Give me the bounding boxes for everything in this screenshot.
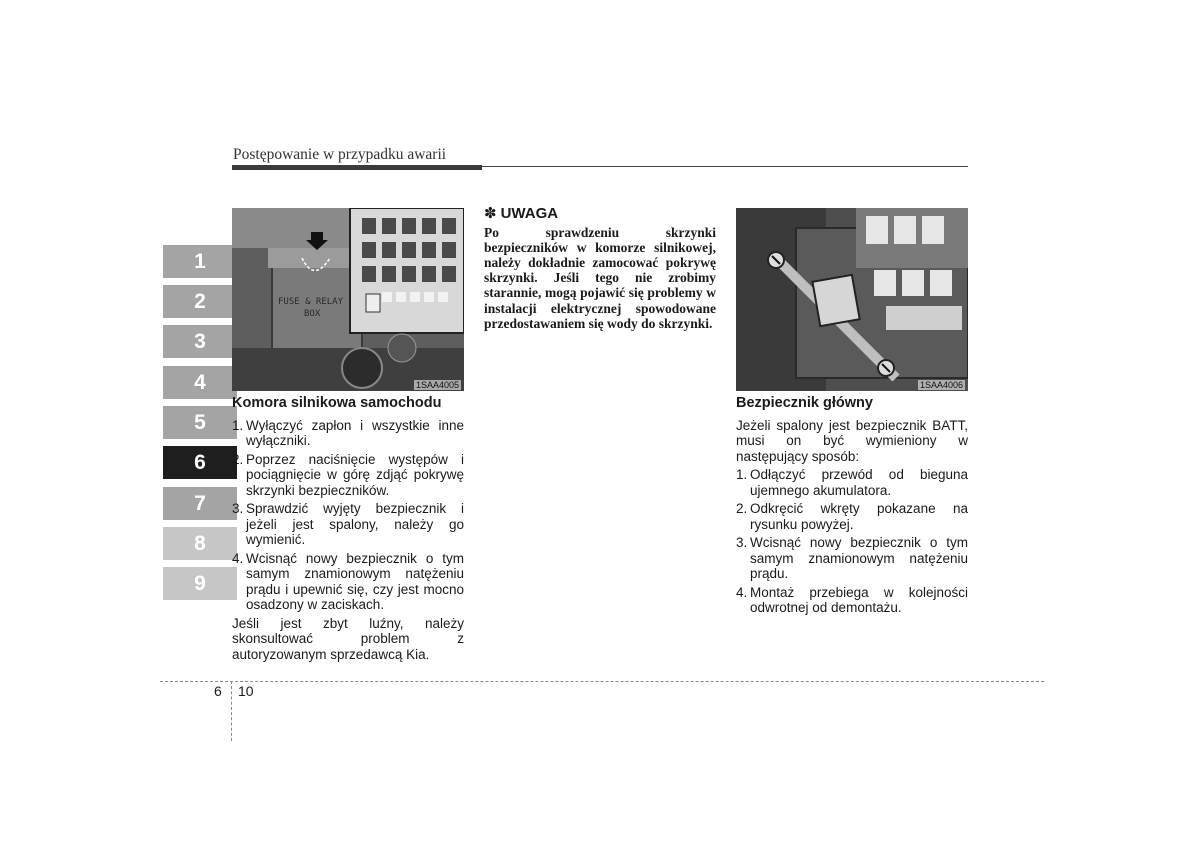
- main-fuse-steps-list: [736, 467, 968, 616]
- section-heading-engine: Komora silnikowa samochodu: [232, 395, 442, 411]
- list-item: [736, 501, 968, 532]
- header-rule-accent: [232, 165, 482, 170]
- chapter-tab-1[interactable]: 1: [163, 245, 237, 278]
- chapter-tab-5[interactable]: 5: [163, 406, 237, 439]
- asterisk-icon: ✽: [484, 205, 497, 222]
- list-item: [736, 585, 968, 616]
- step-text: Montaż przebiega w kolejności odwrotnej od demontażu.: [750, 584, 968, 615]
- engine-compartment-photo: [232, 208, 464, 391]
- note-body: Po sprawdzeniu skrzynki bezpieczników w komorze silnikowej, należy dokładnie zamocować pokrywę skrzynki. Jeśli tego nie zrobimy starannie, mogą pojawić się problemy w instalacji elektrycznej spowodowane przedostawaniem się wody do skrzynki.: [484, 224, 716, 331]
- chapter-tab-4[interactable]: 4: [163, 366, 237, 399]
- list-item: [232, 452, 464, 499]
- chapter-tab-7[interactable]: 7: [163, 487, 237, 520]
- step-text: Wcisnąć nowy bezpiecznik o tym samym znamionowym natężeniu prądu i upewnić się, czy jest mocno osadzony w zaciskach.: [246, 550, 464, 612]
- note-column: [484, 206, 716, 331]
- footer-rule: [160, 681, 1044, 682]
- step-number: 2.: [232, 451, 244, 467]
- step-number: 1.: [736, 467, 748, 482]
- list-item: [736, 467, 968, 498]
- step-text: Odkręcić wkręty pokazane na rysunku powyżej.: [750, 501, 968, 532]
- list-item: [736, 535, 968, 582]
- page-header-title: Postępowanie w przypadku awarii: [233, 146, 447, 163]
- photo-code-left: 1SAA4005: [415, 380, 459, 390]
- right-column: [736, 396, 968, 619]
- step-text: Poprzez naciśnięcie występów i pociągnięcie w górę zdjąć pokrywę skrzynki bezpieczników.: [246, 451, 464, 498]
- chapter-tab-9[interactable]: 9: [163, 567, 237, 600]
- step-text: Wcisnąć nowy bezpiecznik o tym samym znamionowym natężeniu prądu.: [750, 535, 968, 581]
- note-title: UWAGA: [500, 205, 559, 222]
- fuse-box-label-line1: FUSE & RELAY: [278, 297, 344, 307]
- fuse-box-label-line2: BOX: [304, 309, 321, 319]
- chapter-tab-8[interactable]: 8: [163, 527, 237, 560]
- step-number: 2.: [736, 501, 748, 516]
- step-text: Odłączyć przewód od bieguna ujemnego akumulatora.: [750, 467, 968, 498]
- section-heading-main-fuse: Bezpiecznik główny: [736, 395, 873, 411]
- list-item: [232, 501, 464, 548]
- footer-divider: [231, 681, 232, 741]
- page-chapter-number: 6: [214, 683, 222, 699]
- step-text: Sprawdzić wyjęty bezpiecznik i jeżeli jest spalony, należy go wymienić.: [246, 501, 464, 547]
- photo-code-right: 1SAA4006: [919, 380, 963, 390]
- step-number: 1.: [232, 417, 244, 433]
- chapter-tab-2[interactable]: 2: [163, 285, 237, 318]
- page-number: 10: [238, 683, 254, 699]
- step-number: 3.: [232, 501, 244, 516]
- main-fuse-photo: [736, 208, 968, 391]
- note-title-row: [484, 206, 716, 222]
- closing-paragraph: Jeśli jest zbyt luźny, należy skonsultować problem z autoryzowanym sprzedawcą Kia.: [232, 615, 464, 662]
- step-number: 4.: [232, 550, 244, 566]
- step-number: 3.: [736, 535, 748, 550]
- intro-paragraph: Jeżeli spalony jest bezpiecznik BATT, musi on być wymieniony w następujący sposób:: [736, 417, 968, 464]
- engine-steps-list: [232, 418, 464, 613]
- step-number: 4.: [736, 584, 748, 600]
- list-item: [232, 418, 464, 449]
- step-text: Wyłączyć zapłon i wszystkie inne wyłączniki.: [246, 417, 464, 448]
- left-column: [232, 396, 464, 662]
- list-item: [232, 551, 464, 613]
- chapter-tab-6[interactable]: 6: [163, 446, 237, 479]
- chapter-tab-3[interactable]: 3: [163, 325, 237, 358]
